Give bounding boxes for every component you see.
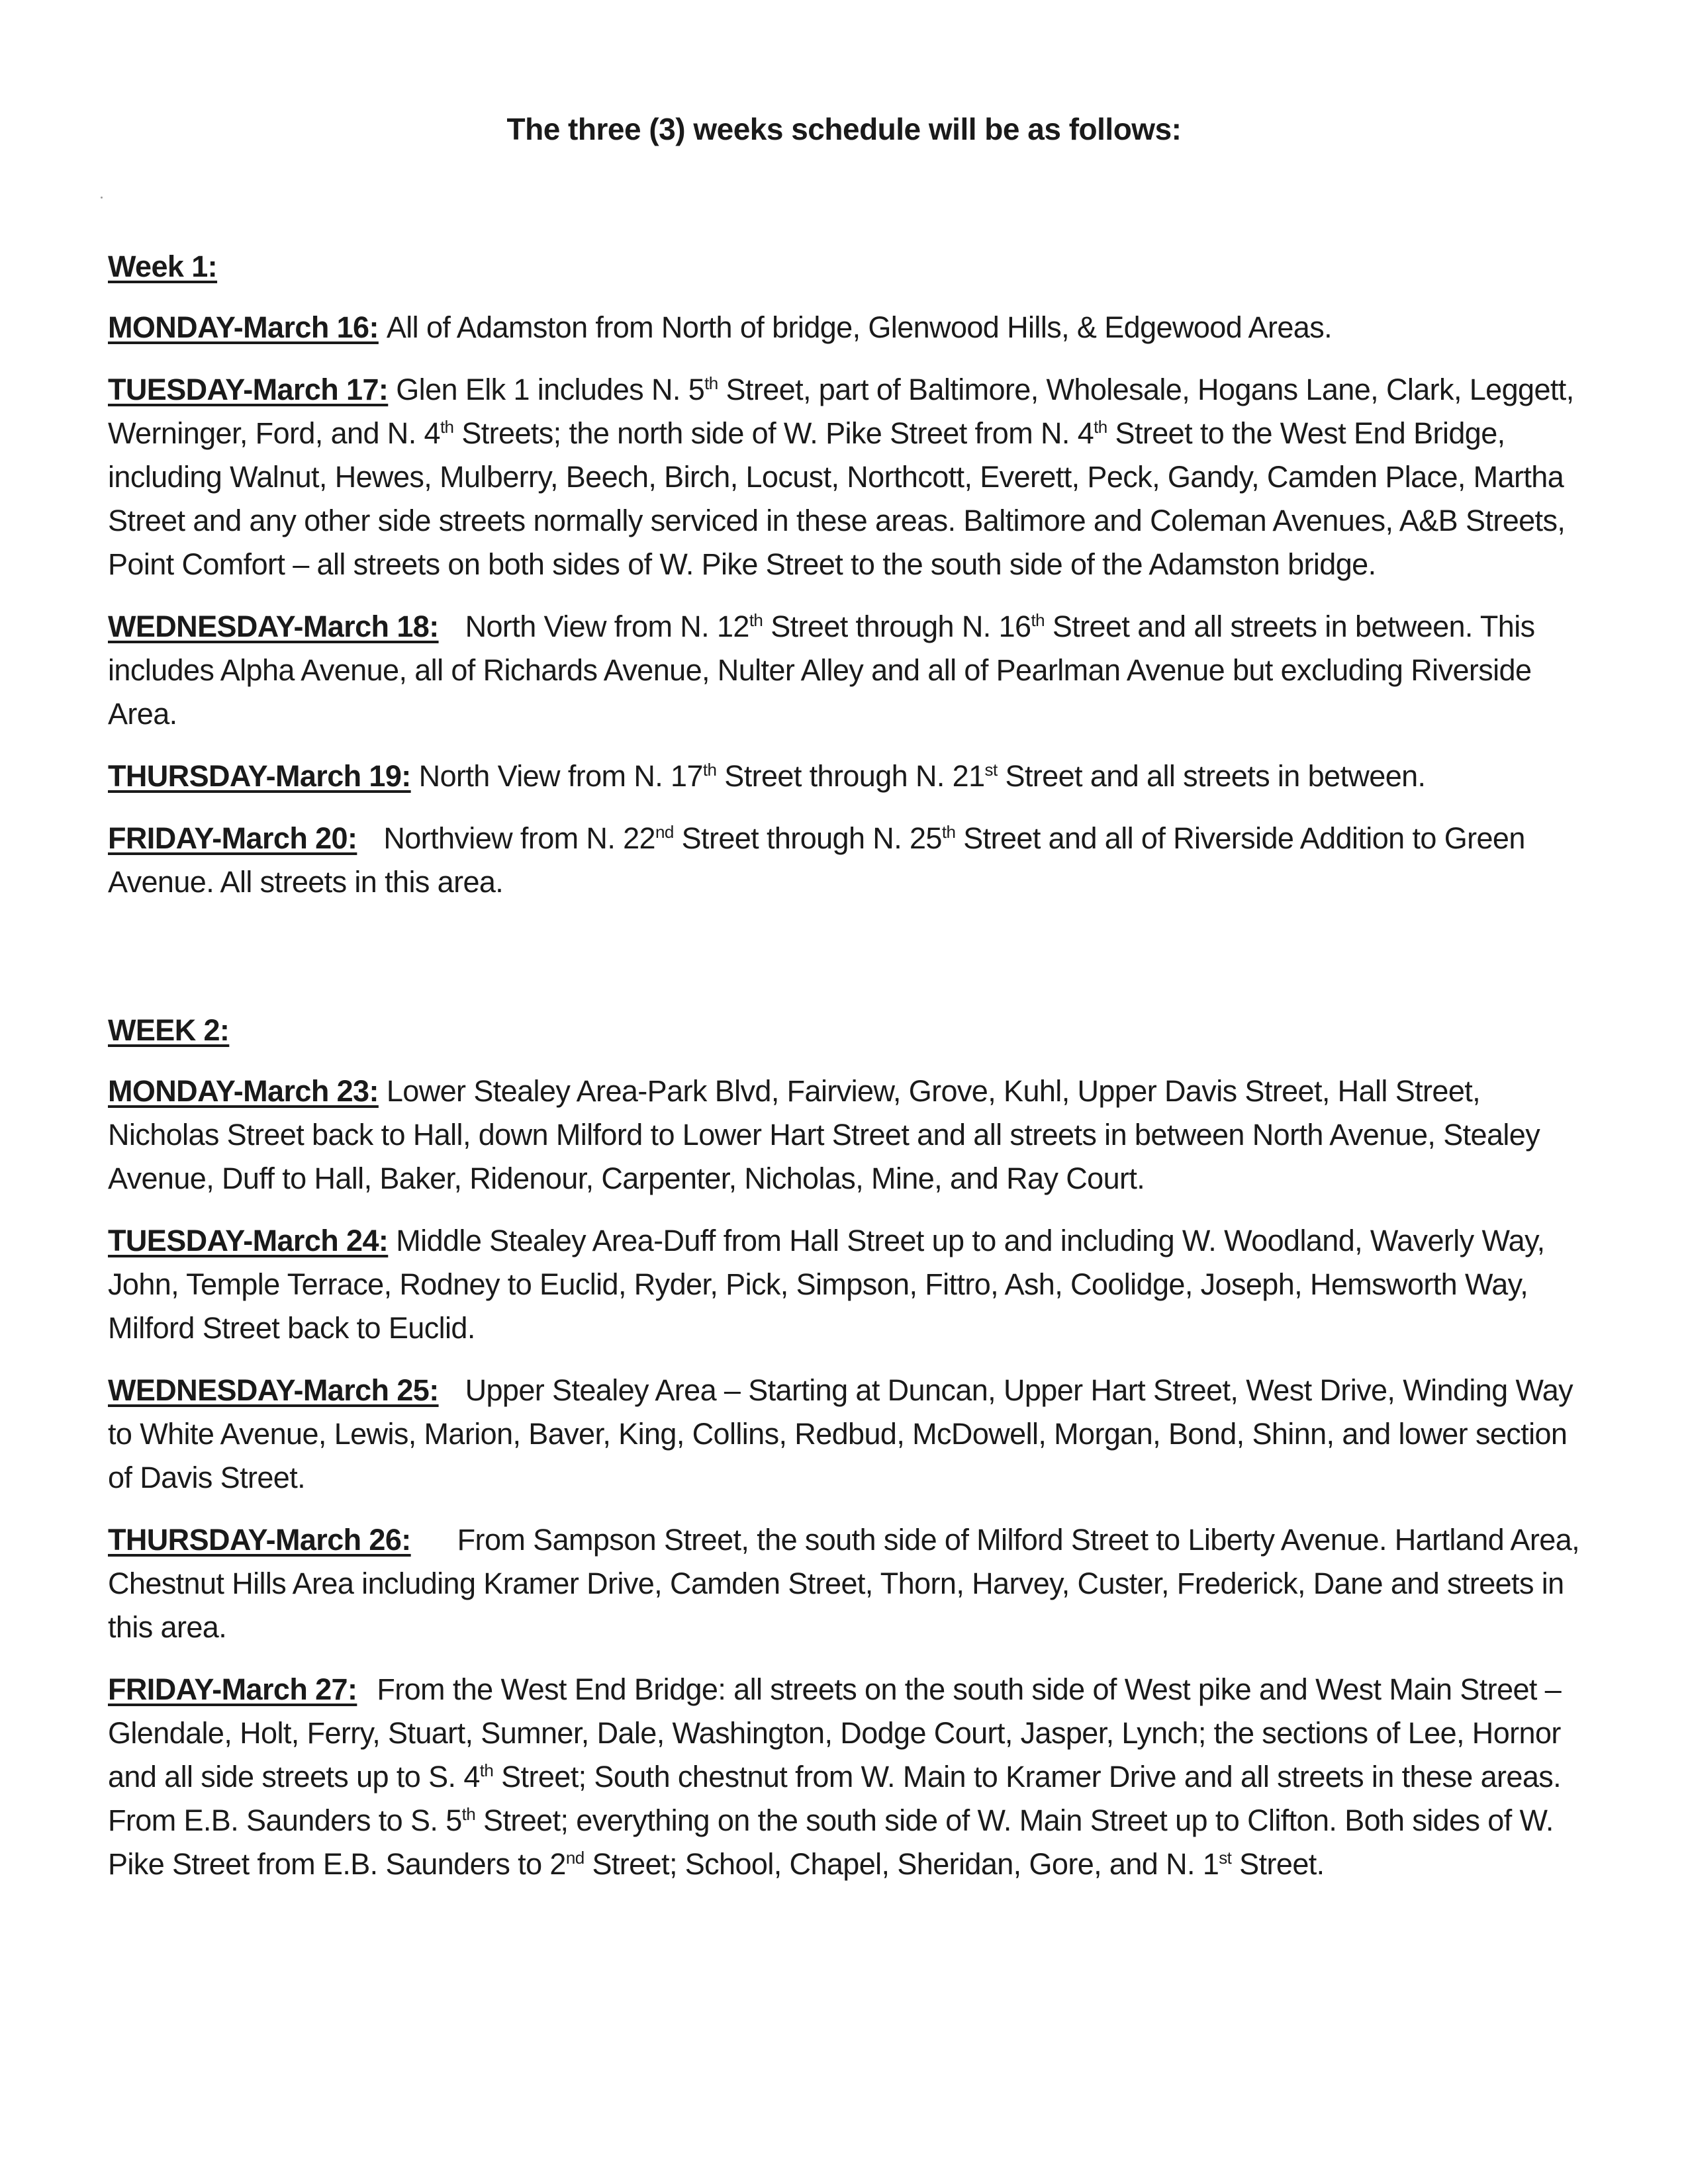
- ordinal-suffix: th: [749, 610, 763, 630]
- ordinal-suffix: th: [1094, 417, 1107, 437]
- schedule-entry: [108, 306, 1591, 349]
- day-text: From the West End Bridge: all streets on the south side of West pike and West Main Street – Glendale, Holt, Ferry, Stuart, Sumner, Dale, Washington, Dodge Court, Jasper, Lynch; the sections of Lee, Hornor and all side streets up to S. 4th Street; South chestnut from W. Main to Kramer Drive and all streets in these areas. From E.B. Saunders to S. 5th Street; everything on the south side of W. Main Street up to Clifton. Both sides of W. Pike Street from E.B. Saunders to 2nd Street; School, Chapel, Sheridan, Gore, and N. 1st Street.: [108, 1672, 1562, 1881]
- day-text: From Sampson Street, the south side of Milford Street to Liberty Avenue. Hartland Area, Chestnut Hills Area including Kramer Drive, Camden Street, Thorn, Harvey, Custer, Frederick, Dane and streets in this area.: [108, 1523, 1580, 1644]
- day-label: THURSDAY-March 26:: [108, 1523, 411, 1557]
- schedule-entry: [108, 1518, 1591, 1649]
- ordinal-suffix: th: [479, 1760, 494, 1780]
- ordinal-suffix: th: [704, 373, 718, 393]
- week-spacer: [108, 923, 1591, 1009]
- day-label: TUESDAY-March 24:: [108, 1224, 389, 1257]
- ordinal-suffix: st: [984, 760, 998, 780]
- day-text: Middle Stealey Area-Duff from Hall Street up to and including W. Woodland, Waverly Way, John, Temple Terrace, Rodney to Euclid, Ryder, Pick, Simpson, Fittro, Ash, Coolidge, Joseph, Hemsworth Way, Milford Street back to Euclid.: [108, 1224, 1545, 1345]
- ordinal-suffix: th: [702, 760, 717, 780]
- schedule-entry: [108, 1219, 1591, 1350]
- ordinal-suffix: st: [1219, 1848, 1232, 1868]
- week-heading: Week 1:: [108, 250, 218, 283]
- schedule-content: [108, 245, 1591, 1905]
- day-label: MONDAY-March 23:: [108, 1074, 379, 1108]
- day-label: MONDAY-March 16:: [108, 310, 379, 344]
- ordinal-suffix: th: [461, 1804, 476, 1824]
- day-label: FRIDAY-March 20:: [108, 821, 357, 855]
- week-1-section: [108, 245, 1591, 904]
- schedule-entry: [108, 368, 1591, 586]
- schedule-entry: [108, 1369, 1591, 1500]
- day-text: Northview from N. 22nd Street through N. 25th Street and all of Riverside Addition to Green Avenue. All streets in this area.: [108, 821, 1525, 899]
- schedule-entry: [108, 754, 1591, 798]
- schedule-entry: [108, 1668, 1591, 1886]
- day-text: All of Adamston from North of bridge, Glenwood Hills, & Edgewood Areas.: [386, 310, 1332, 344]
- ordinal-suffix: th: [440, 417, 454, 437]
- scan-speck: [101, 197, 103, 199]
- schedule-entry: [108, 817, 1591, 904]
- ordinal-suffix: nd: [655, 822, 674, 842]
- schedule-entry: [108, 605, 1591, 736]
- day-label: FRIDAY-March 27:: [108, 1672, 357, 1706]
- day-label: WEDNESDAY-March 18:: [108, 610, 439, 643]
- day-text: Upper Stealey Area – Starting at Duncan, Upper Hart Street, West Drive, Winding Way to White Avenue, Lewis, Marion, Baver, King, Collins, Redbud, McDowell, Morgan, Bond, Shinn, and lower section of Davis Street.: [108, 1373, 1573, 1494]
- week-heading: WEEK 2:: [108, 1013, 230, 1047]
- ordinal-suffix: th: [1031, 610, 1045, 630]
- day-text: North View from N. 17th Street through N. 21st Street and all streets in between.: [418, 759, 1426, 793]
- ordinal-suffix: nd: [565, 1848, 585, 1868]
- ordinal-suffix: th: [941, 822, 956, 842]
- day-text: Lower Stealey Area-Park Blvd, Fairview, Grove, Kuhl, Upper Davis Street, Hall Street, Nicholas Street back to Hall, down Milford to Lower Hart Street and all streets in between North Avenue, Stealey Avenue, Duff to Hall, Baker, Ridenour, Carpenter, Nicholas, Mine, and Ray Court.: [108, 1074, 1540, 1195]
- day-label: THURSDAY-March 19:: [108, 759, 411, 793]
- day-label: WEDNESDAY-March 25:: [108, 1373, 439, 1407]
- day-text: Glen Elk 1 includes N. 5th Street, part of Baltimore, Wholesale, Hogans Lane, Clark, Leggett, Werninger, Ford, and N. 4th Streets; the north side of W. Pike Street from N. 4th Street to the West End Bridge, including Walnut, Hewes, Mulberry, Beech, Birch, Locust, Northcott, Everett, Peck, Gandy, Camden Place, Martha Street and any other side streets normally serviced in these areas. Baltimore and Coleman Avenues, A&B Streets, Point Comfort – all streets on both sides of W. Pike Street to the south side of the Adamston bridge.: [108, 373, 1574, 581]
- day-label: TUESDAY-March 17:: [108, 373, 389, 406]
- schedule-entry: [108, 1069, 1591, 1201]
- page-title: The three (3) weeks schedule will be as follows:: [506, 112, 1182, 146]
- week-2-section: [108, 1009, 1591, 1886]
- day-text: North View from N. 12th Street through N. 16th Street and all streets in between. This includes Alpha Avenue, all of Richards Avenue, Nulter Alley and all of Pearlman Avenue but excluding Riverside Area.: [108, 610, 1535, 731]
